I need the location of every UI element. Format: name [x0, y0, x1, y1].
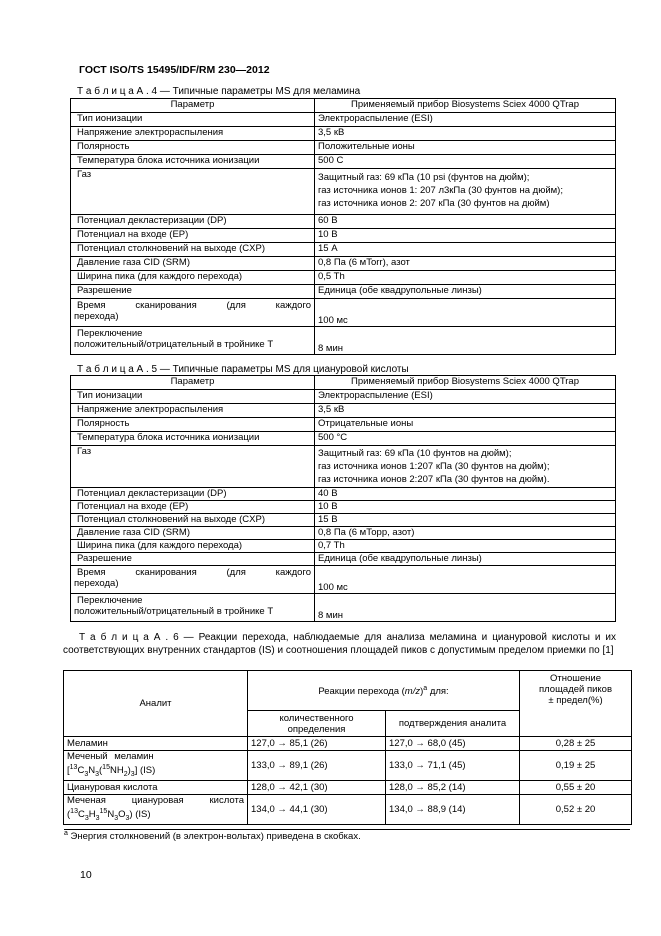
table5-caption-text: — Типичные параметры MS для циануровой кислоты [157, 364, 409, 375]
table4-value-gas [315, 169, 616, 215]
table4-param-switch [71, 327, 315, 355]
footnote-mark: a [64, 830, 68, 837]
text: определения [287, 723, 346, 735]
gas-line: газ источника ионов 2:207 кПа (30 фунтов на дюйм). [318, 474, 550, 485]
word: каждого [275, 300, 311, 311]
table6-header-quant [248, 711, 386, 737]
word: (для [226, 300, 246, 311]
table6-header-confirm: подтверждения аналита [386, 711, 520, 737]
table6-ratio: 0,55 ± 20 [520, 781, 632, 795]
table4-param: Давление газа CID (SRM) [71, 257, 315, 271]
text: количественного [279, 712, 354, 724]
table6-confirm: 127,0 → 68,0 (45) [386, 737, 520, 751]
table4-value: 0,8 Па (6 мTorr), азот [315, 257, 616, 271]
table5-value: Отрицательные ионы [315, 418, 616, 432]
table5-param: Разрешение [71, 553, 315, 566]
table6-confirm: 134,0 → 88,9 (14) [386, 795, 520, 825]
word: Время [77, 300, 106, 311]
t: NH [109, 765, 124, 777]
text: Меченый меламин [67, 751, 154, 762]
table4-value: 3,5 кВ [315, 127, 616, 141]
table5-param: Потенциал декластеризации (DP) [71, 488, 315, 501]
table6-confirm: 133,0 → 71,1 (45) [386, 751, 520, 781]
table6-ratio: 0,52 ± 20 [520, 795, 632, 825]
footnote-text: Энергия столкновений (в электрон-вольтах) приведена в скобках. [67, 831, 361, 843]
table5-param-scan [71, 566, 315, 594]
word: Время [77, 567, 106, 578]
t: 3 [114, 815, 119, 823]
word: каждого [275, 567, 311, 578]
table5-param: Напряжение электрораспыления [71, 404, 315, 418]
table4-param: Потенциал столкновений на выходе (CXP) [71, 243, 315, 257]
gas-line: газ источника ионов 2: 207 кПа (30 фунтов на дюйм) [318, 198, 550, 209]
text: Реакции перехода ( [318, 686, 405, 698]
table6-caption-text: — Реакции перехода, наблюдаемые для анализа меламина и циануровой кислоты и их соответствующих внутренних стандартов (IS) и соотношения площадей пиков с допустимым пределом приемки по [1] [63, 632, 616, 656]
table6-quant: 134,0 → 44,1 (30) [248, 795, 386, 825]
document-header: ГОСТ ISO/TS 15495/IDF/RM 230—2012 [79, 64, 270, 76]
t: 3 [84, 815, 89, 823]
t: 3 [95, 815, 100, 823]
t: ( [99, 765, 103, 777]
table5-value: 100 мс [315, 566, 616, 594]
table5-caption [77, 364, 409, 375]
word: (для [226, 567, 246, 578]
table6-analyte [64, 751, 248, 781]
table5-header-device: Применяемый прибор Biosystems Sciex 4000 QTrap [315, 376, 616, 390]
table4-value: 8 мин [315, 327, 616, 355]
table6-quant: 128,0 → 42,1 (30) [248, 781, 386, 795]
table4-value: Электрораспыление (ESI) [315, 113, 616, 127]
t: 15 [99, 808, 108, 816]
t: O [118, 809, 126, 821]
table4-param: Температура блока источника ионизации [71, 155, 315, 169]
table5-param: Ширина пика (для каждого перехода) [71, 540, 315, 553]
table5-param: Давление газа CID (SRM) [71, 527, 315, 540]
t: 3 [95, 771, 99, 779]
table4-param: Потенциал декластеризации (DP) [71, 215, 315, 229]
t: 2 [123, 771, 128, 779]
formula [67, 762, 244, 780]
t: 13 [69, 764, 78, 771]
table4-caption-text: — Типичные параметры MS для меламина [157, 86, 361, 97]
table6-footnote [64, 829, 630, 844]
table5-param: Потенциал на входе (EP) [71, 501, 315, 514]
text: площадей пиков [539, 684, 613, 695]
t: 3 [130, 771, 135, 779]
table5-value: 15 В [315, 514, 616, 527]
table5-param: Тип ионизации [71, 390, 315, 404]
table5 [70, 375, 616, 622]
table4 [70, 98, 616, 355]
formula [67, 806, 244, 824]
table6-caption-lead: Т а б л и ц а А . 6 [79, 632, 179, 643]
table4-param: Газ [71, 169, 315, 215]
word: Переключение [77, 595, 143, 606]
table4-value: 0,5 Th [315, 271, 616, 285]
table6-quant: 127,0 → 85,1 (26) [248, 737, 386, 751]
t: ] (IS) [134, 765, 156, 777]
table6-caption [63, 631, 616, 657]
table4-value: 10 В [315, 229, 616, 243]
text: m/z [404, 686, 421, 698]
table6-analyte: Циануровая кислота [64, 781, 248, 795]
table6-ratio: 0,28 ± 25 [520, 737, 632, 751]
word: Переключение [77, 328, 143, 339]
t: C [77, 809, 85, 821]
t: 3 [125, 815, 130, 823]
table6-confirm: 128,0 → 85,2 (14) [386, 781, 520, 795]
table5-value: Единица (обе квадрупольные линзы) [315, 553, 616, 566]
t: H [88, 809, 96, 821]
t: C [77, 765, 85, 777]
table5-value: 3,5 кВ [315, 404, 616, 418]
table4-param: Разрешение [71, 285, 315, 299]
table4-value: Положительные ионы [315, 141, 616, 155]
table6-header-ratio [520, 671, 632, 737]
table4-caption-lead: Т а б л и ц а А . 4 [77, 86, 158, 97]
table5-value-gas [315, 446, 616, 488]
table4-value: 15 А [315, 243, 616, 257]
table6-quant: 133,0 → 89,1 (26) [248, 751, 386, 781]
table4-header-param: Параметр [71, 99, 315, 113]
gas-line: Защитный газ: 69 кПа (10 psi (фунтов на дюйм); [318, 172, 530, 183]
table6-analyte: Меламин [64, 737, 248, 751]
word: Меченая [67, 795, 106, 807]
table4-value: Единица (обе квадрупольные линзы) [315, 285, 616, 299]
table5-value: 40 В [315, 488, 616, 501]
word: перехода) [74, 578, 119, 589]
table5-value: 0,8 Па (6 мТорр, азот) [315, 527, 616, 540]
word: перехода) [74, 311, 119, 322]
t: ) [127, 765, 131, 777]
table5-value: 0,7 Th [315, 540, 616, 553]
table4-param: Потенциал на входе (EP) [71, 229, 315, 243]
t: 3 [84, 771, 89, 779]
word: сканирования [135, 300, 197, 311]
table4-param: Полярность [71, 141, 315, 155]
t: [ [67, 765, 70, 777]
table6-ratio: 0,19 ± 25 [520, 751, 632, 781]
table6-header-reactions [248, 671, 520, 711]
gas-line: газ источника ионов 1:207 кПа (30 фунтов на дюйм); [318, 461, 550, 472]
word: циануровая [131, 795, 184, 807]
table4-param: Ширина пика (для каждого перехода) [71, 271, 315, 285]
word: положительный/отрицательный в тройнике Т [74, 339, 274, 350]
table5-header-param: Параметр [71, 376, 315, 390]
text: ) [420, 686, 424, 698]
text: для: [427, 686, 449, 698]
word: кислота [209, 795, 244, 807]
table6-header-analyte: Аналит [64, 671, 248, 737]
table4-value: 100 мс [315, 299, 616, 327]
gas-line: газ источника ионов 1: 207 л3кПа (30 фунтов на дюйм); [318, 185, 563, 196]
text: Отношение [550, 673, 602, 684]
table4-param: Напряжение электрораспыления [71, 127, 315, 141]
table5-caption-lead: Т а б л и ц а А . 5 [77, 364, 158, 375]
t: 15 [102, 764, 110, 771]
table5-value: 8 мин [315, 594, 616, 622]
word: сканирования [135, 567, 197, 578]
table5-param-switch [71, 594, 315, 622]
t: 13 [70, 808, 78, 816]
table5-param: Температура блока источника ионизации [71, 432, 315, 446]
text: ± предел(%) [548, 695, 603, 706]
word: положительный/отрицательный в тройнике Т [74, 606, 274, 617]
t: ) (IS) [129, 809, 151, 821]
table5-value: 500 °С [315, 432, 616, 446]
t: N [107, 809, 115, 821]
table5-param: Потенциал столкновений на выходе (CXP) [71, 514, 315, 527]
table5-param: Газ [71, 446, 315, 488]
table4-param: Тип ионизации [71, 113, 315, 127]
table6-analyte [64, 795, 248, 825]
page-number: 10 [80, 869, 92, 881]
table4-value: 500 С [315, 155, 616, 169]
table5-value: 10 В [315, 501, 616, 514]
footnote-ref: a [423, 685, 428, 693]
gas-line: Защитный газ: 69 кПа (10 фунтов на дюйм); [318, 448, 512, 459]
table5-value: Электрораспыление (ESI) [315, 390, 616, 404]
table4-header-device: Применяемый прибор Biosystems Sciex 4000 QTrap [315, 99, 616, 113]
table4-param-scan [71, 299, 315, 327]
table6 [63, 670, 632, 825]
table4-caption [77, 86, 360, 97]
t: N [88, 765, 96, 777]
table5-param: Полярность [71, 418, 315, 432]
t: ( [67, 809, 71, 821]
table4-value: 60 В [315, 215, 616, 229]
